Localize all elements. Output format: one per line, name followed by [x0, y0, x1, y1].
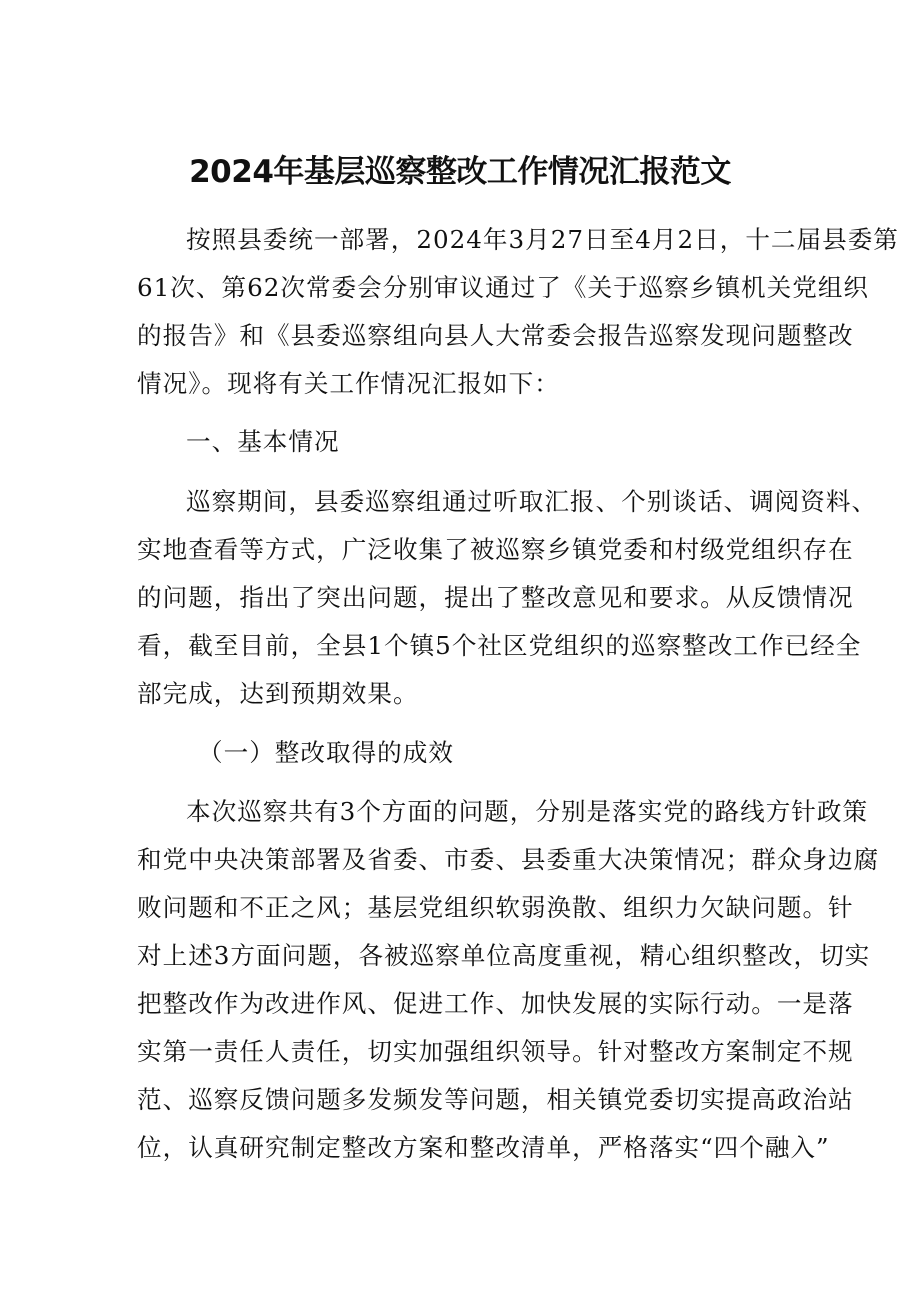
- section1-line-1: 巡察期间，县委巡察组通过听取汇报、个别谈话、调阅资料、: [186, 487, 878, 516]
- subsection1-line-7: 范、巡察反馈问题多发频发等问题，相关镇党委切实提高政治站: [137, 1085, 854, 1114]
- subsection1-line-1: 本次巡察共有3个方面的问题，分别是落实党的路线方针政策: [186, 797, 869, 826]
- subsection1-line-8: 位，认真研究制定整改方案和整改清单，严格落实“四个融入”: [137, 1133, 830, 1162]
- subsection-heading-results: （一）整改取得的成效: [198, 738, 454, 767]
- subsection1-line-5: 把整改作为改进作风、促进工作、加快发展的实际行动。一是落: [137, 989, 854, 1018]
- intro-line-4: 情况》。现将有关工作情况汇报如下：: [137, 369, 560, 398]
- intro-line-2: 61次、第62次常委会分别审议通过了《关于巡察乡镇机关党组织: [137, 273, 870, 302]
- section1-line-4: 看，截至目前，全县1个镇5个社区党组织的巡察整改工作已经全: [137, 631, 862, 660]
- section1-line-3: 的问题，指出了突出问题，提出了整改意见和要求。从反馈情况: [137, 583, 854, 612]
- subsection1-line-6: 实第一责任人责任，切实加强组织领导。针对整改方案制定不规: [137, 1037, 854, 1066]
- subsection1-line-4: 对上述3方面问题，各被巡察单位高度重视，精心组织整改，切实: [137, 941, 871, 970]
- section1-line-2: 实地查看等方式，广泛收集了被巡察乡镇党委和村级党组织存在: [137, 535, 854, 564]
- section1-line-5: 部完成，达到预期效果。: [137, 679, 419, 708]
- intro-line-1: 按照县委统一部署，2024年3月27日至4月2日，十二届县委第: [186, 225, 899, 254]
- subsection1-line-2: 和党中央决策部署及省委、市委、县委重大决策情况；群众身边腐: [137, 845, 880, 874]
- document-title: 2024年基层巡察整改工作情况汇报范文: [189, 154, 731, 190]
- section-heading-basic: 一、基本情况: [186, 427, 340, 456]
- intro-line-3: 的报告》和《县委巡察组向县人大常委会报告巡察发现问题整改: [137, 321, 854, 350]
- subsection1-line-3: 败问题和不正之风；基层党组织软弱涣散、组织力欠缺问题。针: [137, 893, 854, 922]
